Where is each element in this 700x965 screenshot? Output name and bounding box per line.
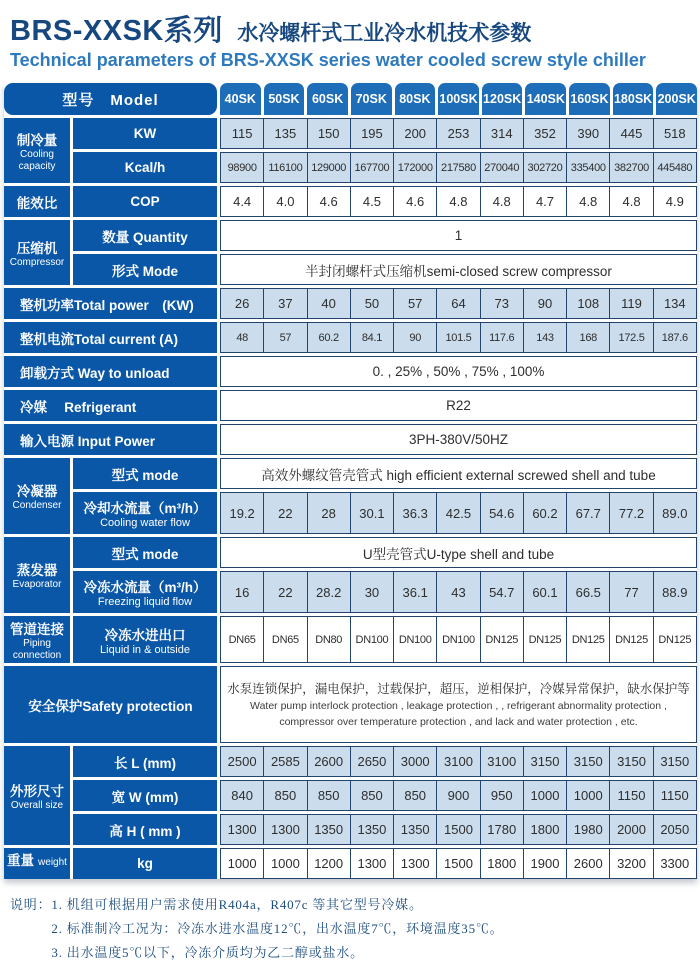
- data-cell: DN100: [436, 617, 479, 662]
- data-cell: 2600: [307, 747, 350, 776]
- data-cell: 4.6: [393, 187, 436, 216]
- category-label-zh: 冷凝器: [16, 484, 58, 500]
- data-row: [220, 666, 697, 743]
- data-cell: 302720: [523, 153, 566, 182]
- data-cell: DN125: [523, 617, 566, 662]
- data-cell: 1300: [227, 822, 257, 837]
- data-cell: 54.7: [480, 572, 523, 612]
- row-label: [73, 848, 217, 879]
- category-label-en: Cooling capacity: [18, 149, 56, 172]
- data-cell: 98900: [227, 161, 257, 174]
- row-label: [73, 254, 217, 285]
- data-cell: 22: [263, 572, 306, 612]
- row-label: [73, 746, 217, 777]
- data-span-value: 3PH-380V/50HZ: [408, 432, 509, 447]
- data-cell: 54.6: [480, 493, 523, 533]
- row-label: [73, 118, 217, 149]
- safety-text-zh: 水泵连锁保护，漏电保护，过载保护，超压，逆相保护，冷媒异常保护，缺水保护等: [227, 681, 690, 696]
- data-cell: 150: [307, 119, 350, 148]
- data-cell: 3100: [436, 747, 479, 776]
- data-cell: 2600: [566, 849, 609, 878]
- data-cell: 50: [350, 289, 393, 318]
- model-tab: 80SK: [395, 83, 436, 115]
- data-cell: 3150: [523, 747, 566, 776]
- data-cell: 60.2: [307, 323, 350, 352]
- data-cell: 1350: [393, 815, 436, 844]
- data-cell: 143: [523, 323, 566, 352]
- data-cell: 4.9: [653, 187, 696, 216]
- data-cell: 4.7: [523, 187, 566, 216]
- data-cell: 352: [523, 119, 566, 148]
- data-cell: 2500: [227, 754, 257, 769]
- data-cell: 135: [263, 119, 306, 148]
- data-cell: 1200: [307, 849, 350, 878]
- data-cell: 3000: [393, 747, 436, 776]
- row-label-en: Liquid in & outside: [100, 643, 190, 656]
- row-label-zh: 宽 W (mm): [111, 789, 179, 805]
- data-row: [220, 780, 697, 811]
- data-cell: 1780: [480, 815, 523, 844]
- data-cell: 60.2: [523, 493, 566, 533]
- data-cell: DN125: [609, 617, 652, 662]
- data-cell: 4.0: [263, 187, 306, 216]
- data-cell: 1000: [523, 781, 566, 810]
- row-label: [73, 616, 217, 663]
- data-cell: 850: [263, 781, 306, 810]
- data-cell: 36.3: [393, 493, 436, 533]
- data-row: [220, 746, 697, 777]
- data-cell: 4.8: [480, 187, 523, 216]
- data-cell: 172000: [393, 153, 436, 182]
- category-label-en: Compressor: [9, 256, 65, 268]
- page-title-zh: 水冷螺杆式工业冷水机技术参数: [237, 22, 532, 45]
- safety-text-en: Water pump interlock protection , leakage protection , , refrigerant abnormality protection , compressor over temperature protection , and lack and water protection , etc.: [250, 699, 667, 728]
- data-cell: 19.2: [229, 505, 255, 521]
- category-label-en: weight: [38, 857, 67, 868]
- model-header-cell: 型号 Model: [4, 83, 217, 115]
- data-cell: 57: [263, 323, 306, 352]
- data-cell: 2000: [609, 815, 652, 844]
- data-row: [220, 571, 697, 613]
- row-label-zh: 长 L (mm): [113, 755, 176, 771]
- data-cell: 1800: [480, 849, 523, 878]
- data-cell: 2650: [350, 747, 393, 776]
- model-tabs-row: [220, 83, 697, 115]
- data-cell: 89.0: [653, 493, 696, 533]
- data-cell: 66.5: [566, 572, 609, 612]
- category-cell: [4, 537, 70, 613]
- model-tab: 160SK: [569, 83, 610, 115]
- row-label-en: Freezing liquid flow: [97, 596, 193, 608]
- data-cell: 3150: [653, 747, 696, 776]
- data-cell: 270040: [480, 153, 523, 182]
- data-cell: 115: [231, 126, 253, 141]
- category-cell: [4, 848, 70, 879]
- data-cell: 116100: [263, 153, 306, 182]
- data-cell: 390: [566, 119, 609, 148]
- data-cell: 200: [393, 119, 436, 148]
- data-row: [220, 390, 697, 421]
- spec-table: [4, 83, 697, 879]
- data-cell: 445: [609, 119, 652, 148]
- category-cell: [4, 220, 70, 285]
- data-cell: 4.5: [350, 187, 393, 216]
- page-title-model: BRS-XXSK系列: [10, 15, 223, 47]
- model-tab: 180SK: [613, 83, 654, 115]
- data-cell: 16: [234, 584, 250, 600]
- category-label-en: Overall size: [10, 799, 64, 811]
- model-tab: 100SK: [438, 83, 479, 115]
- data-cell: DN100: [393, 617, 436, 662]
- data-row: [220, 152, 697, 183]
- data-row: [220, 322, 697, 353]
- data-cell: 3150: [566, 747, 609, 776]
- row-label-en: Cooling water flow: [100, 517, 190, 529]
- notes-label: 说明：: [10, 897, 52, 912]
- data-span-value: U型壳管式U-type shell and tube: [362, 546, 555, 562]
- data-cell: 1800: [523, 815, 566, 844]
- category-label-zh: 蒸发器: [16, 563, 58, 579]
- data-cell: 90: [393, 323, 436, 352]
- data-cell: 48: [236, 331, 248, 344]
- data-span-value: 高效外螺纹管壳管式 high efficient external screwed shell and tube: [261, 467, 656, 483]
- data-cell: 90: [523, 289, 566, 318]
- data-cell: 1500: [436, 849, 479, 878]
- data-cell: 314: [480, 119, 523, 148]
- data-cell: 1980: [566, 815, 609, 844]
- data-cell: 850: [350, 781, 393, 810]
- data-cell: 42.5: [436, 493, 479, 533]
- data-row: [220, 424, 697, 455]
- data-cell: 37: [263, 289, 306, 318]
- row-label-zh: kg: [137, 856, 153, 871]
- data-cell: 57: [393, 289, 436, 318]
- category-cell: [4, 186, 70, 217]
- data-cell: 3200: [609, 849, 652, 878]
- data-cell: 129000: [307, 153, 350, 182]
- data-cell: 1300: [393, 849, 436, 878]
- data-row: [220, 356, 697, 387]
- row-label-zh: 冷冻水流量（m³/h）: [83, 580, 207, 595]
- data-span-value: 1: [454, 228, 463, 243]
- data-row: [220, 458, 697, 489]
- data-cell: 40: [307, 289, 350, 318]
- data-cell: 1300: [263, 815, 306, 844]
- data-span-value: R22: [446, 398, 471, 413]
- category-label-en: Piping connection: [12, 638, 62, 661]
- data-cell: 30: [350, 572, 393, 612]
- row-label: [73, 492, 217, 534]
- row-label: 整机功率Total power (KW): [4, 288, 217, 319]
- note-item: 1. 机组可根据用户需求使用R404a，R407c 等其它型号冷媒。: [51, 897, 423, 912]
- data-cell: 445480: [653, 153, 696, 182]
- row-label-zh: 冷冻水进出口: [104, 627, 186, 643]
- data-cell: 950: [480, 781, 523, 810]
- data-cell: 26: [234, 296, 250, 311]
- note-item: 2. 标准制冷工况为：冷冻水进水温度12℃，出水温度7℃，环境温度35℃。: [51, 921, 504, 937]
- data-cell: 382700: [609, 153, 652, 182]
- data-cell: 1000: [263, 849, 306, 878]
- model-tab: 60SK: [307, 83, 348, 115]
- data-cell: 119: [609, 289, 652, 318]
- data-cell: 3300: [653, 849, 696, 878]
- data-cell: 22: [263, 493, 306, 533]
- page-subtitle: Technical parameters of BRS-XXSK series water cooled screw style chiller: [10, 50, 646, 70]
- data-cell: 840: [231, 788, 253, 803]
- row-label-zh: 高 H ( mm ): [109, 823, 181, 839]
- category-label-zh: 外形尺寸: [10, 783, 64, 799]
- row-label: 冷媒 Refrigerant: [4, 390, 217, 421]
- data-cell: 850: [307, 781, 350, 810]
- data-cell: 4.8: [436, 187, 479, 216]
- row-label: [73, 458, 217, 489]
- category-label-zh: 能效比: [16, 195, 58, 211]
- row-label-zh: COP: [130, 194, 160, 209]
- data-cell: 850: [393, 781, 436, 810]
- data-cell: DN125: [653, 617, 696, 662]
- data-row: [220, 186, 697, 217]
- category-cell: [4, 458, 70, 534]
- data-row: [220, 814, 697, 845]
- data-cell: 195: [350, 119, 393, 148]
- row-label: [73, 152, 217, 183]
- data-cell: 77.2: [609, 493, 652, 533]
- category-label-zh: 压缩机: [16, 240, 58, 256]
- data-cell: 4.8: [609, 187, 652, 216]
- row-label: 安全保护Safety protection: [4, 666, 217, 743]
- page-title: [0, 6, 700, 49]
- data-cell: 518: [653, 119, 696, 148]
- data-cell: 134: [653, 289, 696, 318]
- data-cell: 1150: [609, 781, 652, 810]
- model-tab: 120SK: [482, 83, 523, 115]
- data-cell: DN65: [228, 633, 256, 646]
- data-cell: 60.1: [523, 572, 566, 612]
- data-row: [220, 288, 697, 319]
- note-item: 3. 出水温度5℃以下，冷冻介质均为乙二醇或盐水。: [51, 945, 364, 961]
- category-label-zh: 管道连接: [10, 622, 64, 637]
- row-label-zh: 型式 mode: [111, 467, 179, 483]
- model-tab: 50SK: [264, 83, 305, 115]
- data-cell: 1350: [350, 815, 393, 844]
- row-label: [73, 537, 217, 568]
- row-label: [73, 780, 217, 811]
- data-cell: 30.1: [350, 493, 393, 533]
- model-tab: 140SK: [525, 83, 566, 115]
- data-cell: 1150: [653, 781, 696, 810]
- notes: [10, 893, 700, 965]
- data-cell: 187.6: [653, 323, 696, 352]
- data-cell: 73: [480, 289, 523, 318]
- row-label-zh: 形式 Mode: [112, 263, 178, 279]
- data-cell: 1000: [227, 856, 257, 871]
- model-tab: 200SK: [656, 83, 697, 115]
- data-cell: 67.7: [566, 493, 609, 533]
- data-row: [220, 616, 697, 663]
- category-cell: [4, 746, 70, 845]
- page-header: [0, 6, 700, 71]
- row-label: [73, 220, 217, 251]
- data-cell: 108: [566, 289, 609, 318]
- data-cell: 43: [436, 572, 479, 612]
- data-row: [220, 492, 697, 534]
- data-cell: 900: [436, 781, 479, 810]
- row-label: [73, 814, 217, 845]
- row-label-zh: KW: [133, 126, 157, 141]
- data-cell: 1000: [566, 781, 609, 810]
- data-row: [220, 220, 697, 251]
- data-span-value: 0. , 25% , 50% , 75% , 100%: [372, 364, 545, 379]
- data-cell: 4.8: [566, 187, 609, 216]
- data-cell: 253: [436, 119, 479, 148]
- data-row: [220, 848, 697, 879]
- category-label-zh: 重量: [7, 853, 35, 868]
- data-cell: 3100: [480, 747, 523, 776]
- data-span-value: 半封闭螺杆式压缩机semi-closed screw compressor: [305, 263, 612, 279]
- data-cell: DN125: [566, 617, 609, 662]
- data-row: [220, 254, 697, 285]
- data-cell: DN65: [263, 617, 306, 662]
- row-label-zh: 冷却水流量（m³/h）: [83, 501, 207, 516]
- data-cell: 335400: [566, 153, 609, 182]
- row-label-zh: 型式 mode: [111, 546, 179, 562]
- data-cell: 101.5: [436, 323, 479, 352]
- row-label-zh: 数量 Quantity: [102, 229, 188, 245]
- data-cell: 36.1: [393, 572, 436, 612]
- category-label-zh: 制冷量: [16, 133, 58, 148]
- category-label-en: Condenser: [12, 500, 62, 512]
- data-cell: 117.6: [480, 323, 523, 352]
- data-cell: 1350: [307, 815, 350, 844]
- data-cell: 4.4: [233, 194, 252, 209]
- data-cell: 4.6: [307, 187, 350, 216]
- data-cell: 1900: [523, 849, 566, 878]
- row-label: 整机电流Total current (A): [4, 322, 217, 353]
- category-cell: [4, 118, 70, 183]
- data-cell: DN125: [480, 617, 523, 662]
- data-cell: 64: [436, 289, 479, 318]
- row-label: 输入电源 Input Power: [4, 424, 217, 455]
- data-row: [220, 537, 697, 568]
- row-label: [73, 186, 217, 217]
- data-cell: 88.9: [653, 572, 696, 612]
- data-cell: 2585: [263, 747, 306, 776]
- data-cell: DN80: [307, 617, 350, 662]
- data-cell: 217580: [436, 153, 479, 182]
- row-label: 卸载方式 Way to unload: [4, 356, 217, 387]
- data-cell: 2050: [653, 815, 696, 844]
- model-tab: 40SK: [220, 83, 261, 115]
- row-label-zh: Kcal/h: [124, 160, 166, 175]
- data-cell: 3150: [609, 747, 652, 776]
- row-label: [73, 571, 217, 613]
- data-cell: DN100: [350, 617, 393, 662]
- data-cell: 28.2: [307, 572, 350, 612]
- category-label-en: Evaporator: [12, 579, 62, 591]
- data-cell: 28: [307, 493, 350, 533]
- model-tab: 70SK: [351, 83, 392, 115]
- notes-items: [51, 893, 503, 965]
- data-cell: 77: [609, 572, 652, 612]
- data-cell: 168: [566, 323, 609, 352]
- data-row: [220, 118, 697, 149]
- data-cell: 84.1: [350, 323, 393, 352]
- data-cell: 1300: [350, 849, 393, 878]
- category-cell: [4, 616, 70, 663]
- data-cell: 172.5: [609, 323, 652, 352]
- data-cell: 167700: [350, 153, 393, 182]
- data-cell: 1500: [436, 815, 479, 844]
